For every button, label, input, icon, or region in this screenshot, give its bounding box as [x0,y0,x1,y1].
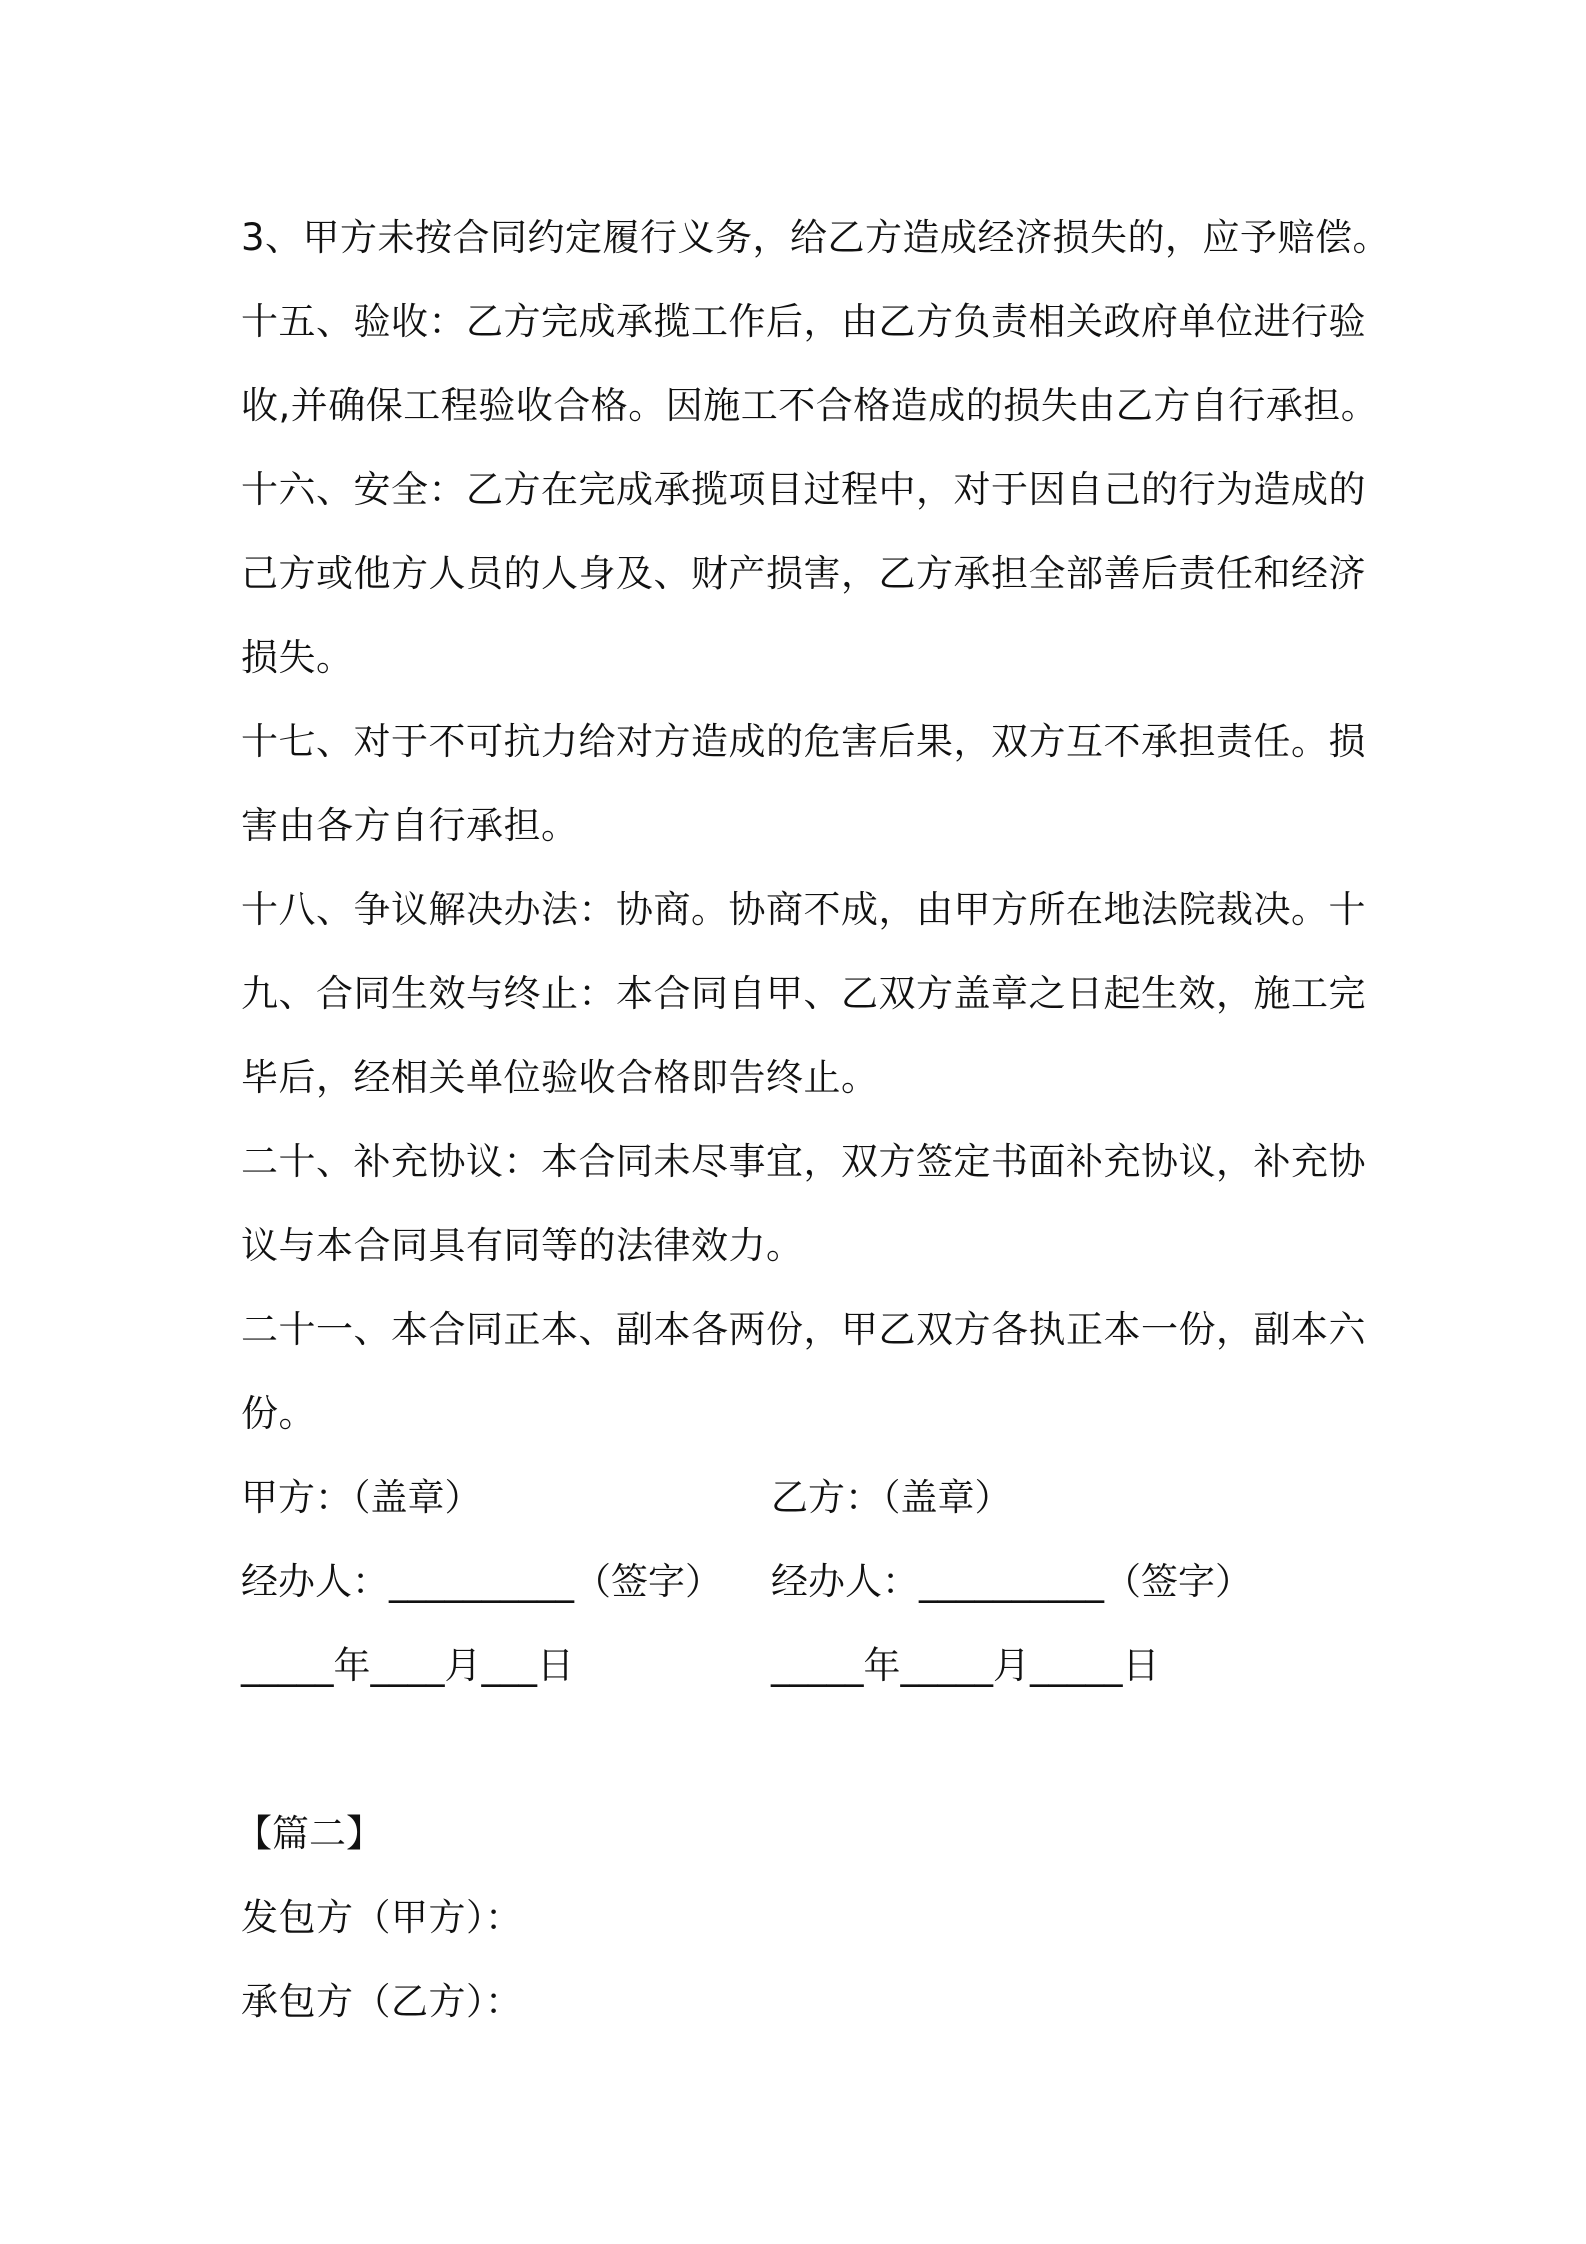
body-line: 十五、验收：乙方完成承揽工作后，由乙方负责相关政府单位进行验 [241,300,1366,343]
body-line: 3、甲方未按合同约定履行义务，给乙方造成经济损失的，应予赔偿。 [241,216,1391,259]
employer-line: 发包方（甲方）： [241,1896,523,1939]
party-a-seal: 甲方：（盖章） [241,1476,482,1519]
body-line: 二十一、本合同正本、副本各两份，甲乙双方各执正本一份，副本六 [241,1308,1366,1351]
party-a-agent: 经办人：__________（签字） [241,1560,722,1603]
body-line: 份。 [241,1392,316,1435]
section-title: 【篇二】 [235,1812,383,1855]
party-b-date: _____年_____月_____日 [771,1644,1160,1687]
contractor-line: 承包方（乙方）： [241,1980,523,2023]
body-line: 十七、对于不可抗力给对方造成的危害后果，双方互不承担责任。损 [241,720,1366,763]
body-line: 十八、争议解决办法：协商。协商不成，由甲方所在地法院裁决。十 [241,888,1366,931]
party-a-date: _____年____月___日 [241,1644,574,1687]
signature-seal-row [241,1456,1366,1540]
body-line: 己方或他方人员的人身及、财产损害，乙方承担全部善后责任和经济 [241,552,1366,595]
body-line: 十六、安全：乙方在完成承揽项目过程中，对于因自己的行为造成的 [241,468,1366,511]
section-gap [241,1708,1366,1792]
signature-agent-row [241,1540,1366,1624]
body-line: 二十、补充协议：本合同未尽事宜，双方签定书面补充协议，补充协 [241,1140,1366,1183]
document-page [235,196,1391,2044]
party-b-agent: 经办人：__________（签字） [771,1560,1252,1603]
signature-date-row [241,1624,1366,1708]
body-line: 九、合同生效与终止：本合同自甲、乙双方盖章之日起生效，施工完 [241,972,1366,1015]
body-line: 害由各方自行承担。 [241,804,579,847]
body-line: 议与本合同具有同等的法律效力。 [241,1224,804,1267]
party-b-seal: 乙方：（盖章） [771,1476,1012,1519]
body-line: 损失。 [241,636,354,679]
body-line: 毕后，经相关单位验收合格即告终止。 [241,1056,879,1099]
body-line: 收,并确保工程验收合格。因施工不合格造成的损失由乙方自行承担。 [241,384,1379,427]
